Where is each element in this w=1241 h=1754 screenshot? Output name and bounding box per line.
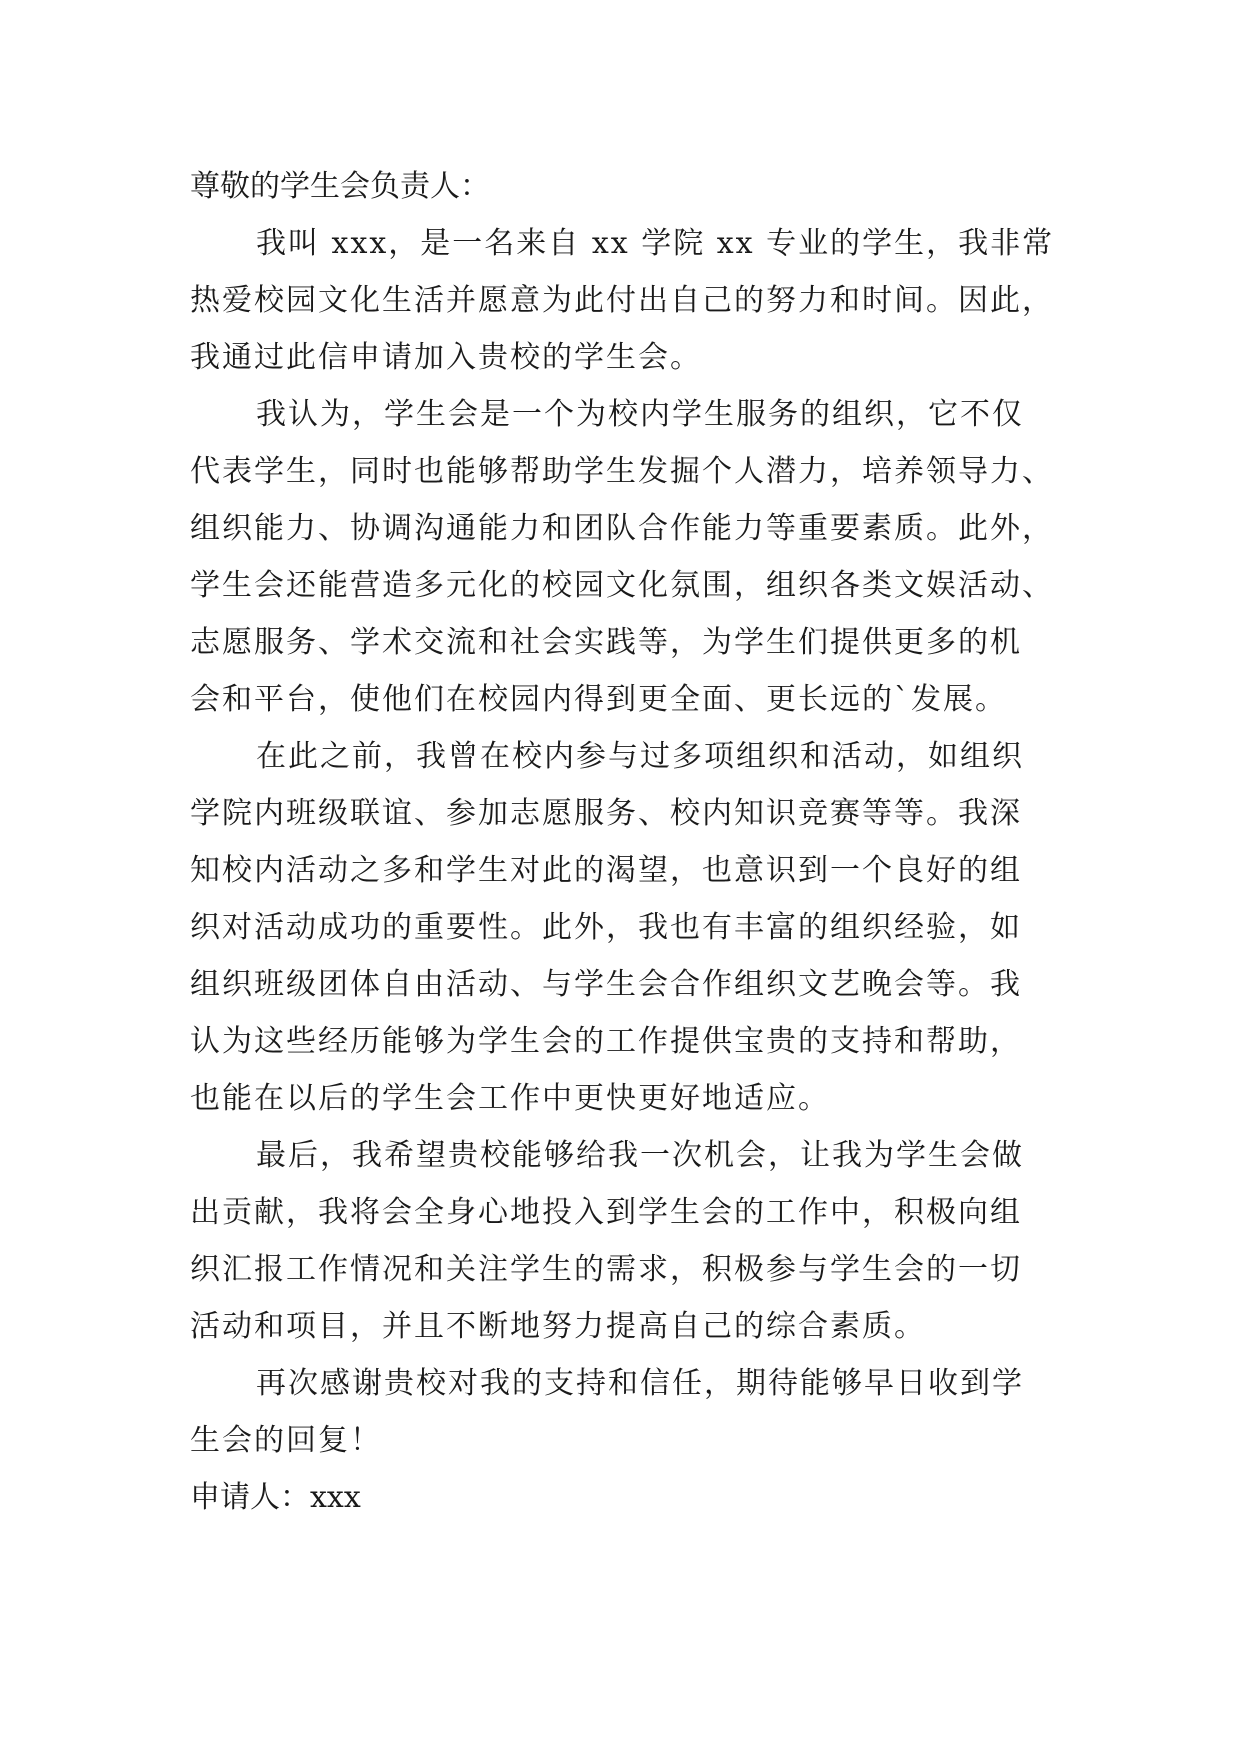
paragraph-line: 志愿服务、学术交流和社会实践等，为学生们提供更多的机 — [190, 625, 1022, 660]
paragraph-commitment — [190, 1127, 1070, 1355]
paragraph-line: 我通过此信申请加入贵校的学生会。 — [190, 340, 702, 375]
paragraph-line: 活动和项目，并且不断地努力提高自己的综合素质。 — [190, 1309, 926, 1344]
paragraph-line: 我认为，学生会是一个为校内学生服务的组织，它不仅 — [256, 397, 1024, 432]
paragraph-line: 再次感谢贵校对我的支持和信任，期待能够早日收到学 — [256, 1366, 1024, 1401]
paragraph-line: 会和平台，使他们在校园内得到更全面、更长远的`发展。 — [190, 682, 1007, 717]
paragraph-line: 学生会还能营造多元化的校园文化氛围，组织各类文娱活动、 — [190, 568, 1054, 603]
paragraph-line: 知校内活动之多和学生对此的渴望，也意识到一个良好的组 — [190, 853, 1022, 888]
paragraph-line: 生会的回复！ — [190, 1423, 382, 1458]
paragraph-line: 也能在以后的学生会工作中更快更好地适应。 — [190, 1081, 830, 1116]
paragraph-student-union-role — [190, 386, 1070, 728]
paragraph-line: 最后，我希望贵校能够给我一次机会，让我为学生会做 — [256, 1138, 1024, 1173]
paragraph-line: 在此之前，我曾在校内参与过多项组织和活动，如组织 — [256, 739, 1024, 774]
paragraph-line: 组织班级团体自由活动、与学生会合作组织文艺晚会等。我 — [190, 967, 1022, 1002]
paragraph-line: 代表学生，同时也能够帮助学生发掘个人潜力，培养领导力、 — [190, 454, 1054, 489]
paragraph-closing — [190, 1355, 1070, 1469]
letter-signature: 申请人：xxx — [190, 1480, 361, 1515]
paragraph-line: 出贡献，我将会全身心地投入到学生会的工作中，积极向组 — [190, 1195, 1022, 1230]
paragraph-line: 认为这些经历能够为学生会的工作提供宝贵的支持和帮助， — [190, 1024, 1022, 1059]
paragraph-line: 组织能力、协调沟通能力和团队合作能力等重要素质。此外， — [190, 511, 1054, 546]
paragraph-line: 学院内班级联谊、参加志愿服务、校内知识竞赛等等。我深 — [190, 796, 1022, 831]
paragraph-line: 织汇报工作情况和关注学生的需求，积极参与学生会的一切 — [190, 1252, 1022, 1287]
paragraph-line: 织对活动成功的重要性。此外，我也有丰富的组织经验，如 — [190, 910, 1022, 945]
letter-salutation: 尊敬的学生会负责人： — [190, 169, 490, 204]
application-letter — [190, 158, 1070, 1526]
paragraph-intro — [190, 215, 1070, 386]
paragraph-line: 我叫 xxx，是一名来自 xx 学院 xx 专业的学生，我非常 — [256, 226, 1055, 261]
paragraph-experience — [190, 728, 1070, 1127]
paragraph-line: 热爱校园文化生活并愿意为此付出自己的努力和时间。因此， — [190, 283, 1054, 318]
